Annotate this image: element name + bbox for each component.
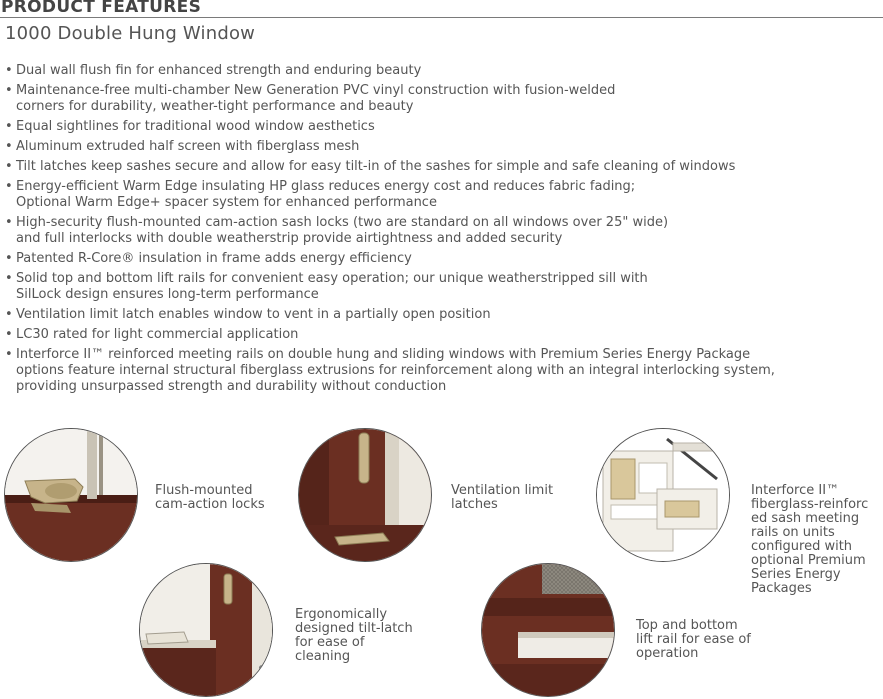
caption-line: designed tilt-latch	[295, 621, 413, 636]
feature-text-line: Ventilation limit latch enables window to vent in a partially open position	[16, 307, 491, 322]
bullet-icon: •	[5, 119, 13, 134]
caption-line: for ease of	[295, 635, 365, 650]
bullet-icon: •	[5, 251, 13, 266]
section-title: PRODUCT FEATURES	[1, 0, 202, 17]
caption-line: Ventilation limit	[451, 483, 554, 498]
feature-item	[5, 179, 875, 211]
caption-line: rails on units	[751, 525, 835, 540]
feature-item	[5, 159, 875, 175]
feature-item	[5, 307, 875, 323]
caption-line: operation	[636, 646, 699, 661]
feature-text-line: Aluminum extruded half screen with fiberglass mesh	[16, 139, 360, 154]
feature-text-line: Optional Warm Edge+ spacer system for enhanced performance	[16, 195, 437, 210]
caption-line: cam-action locks	[155, 497, 265, 512]
tilt-latch-photo	[139, 563, 273, 697]
feature-item	[5, 251, 875, 267]
feature-item	[5, 139, 875, 155]
caption-line: Series Energy	[751, 567, 841, 582]
caption-line: Interforce II™	[751, 483, 840, 498]
feature-text-line: Equal sightlines for traditional wood window aesthetics	[16, 119, 375, 134]
feature-text-line: providing unsurpassed strength and durability without conduction	[16, 379, 447, 394]
feature-item	[5, 83, 875, 115]
bullet-icon: •	[5, 215, 13, 230]
cam-lock-photo	[4, 428, 138, 562]
feature-item	[5, 327, 875, 343]
bullet-icon: •	[5, 307, 13, 322]
bullet-icon: •	[5, 63, 13, 78]
caption-line: optional Premium	[751, 553, 866, 568]
caption-line: latches	[451, 497, 498, 512]
bullet-icon: •	[5, 327, 13, 342]
feature-text-line: SilLock design ensures long-term performance	[16, 287, 319, 302]
caption-line: Ergonomically	[295, 607, 388, 622]
feature-text-line: High-security flush-mounted cam-action sash locks (two are standard on all windows over 25" wide)	[16, 215, 669, 230]
caption-line: Packages	[751, 581, 812, 596]
feature-text-line: Solid top and bottom lift rails for convenient easy operation; our unique weatherstripped sill with	[16, 271, 648, 286]
bullet-icon: •	[5, 347, 13, 362]
interforce-caption	[751, 484, 868, 596]
feature-list	[5, 63, 875, 399]
caption-line: Top and bottom	[636, 618, 738, 633]
feature-text-line: Interforce II™ reinforced meeting rails on double hung and sliding windows with Premium Series Energy Package	[16, 347, 751, 362]
product-title: 1000 Double Hung Window	[5, 23, 256, 44]
caption-line: configured with	[751, 539, 853, 554]
caption-line: Flush-mounted	[155, 483, 253, 498]
bullet-icon: •	[5, 83, 13, 98]
feature-text-line: LC30 rated for light commercial application	[16, 327, 299, 342]
bullet-icon: •	[5, 139, 13, 154]
feature-item	[5, 271, 875, 303]
caption-line: ed sash meeting	[751, 511, 860, 526]
tilt-latch-caption	[295, 608, 413, 664]
vent-latch-caption	[451, 484, 553, 512]
caption-line: fiberglass-reinforc	[751, 497, 869, 512]
caption-line: cleaning	[295, 649, 351, 664]
bullet-icon: •	[5, 271, 13, 286]
feature-item	[5, 347, 875, 395]
bullet-icon: •	[5, 159, 13, 174]
feature-text-line: Tilt latches keep sashes secure and allow for easy tilt-in of the sashes for simple and safe cleaning of windows	[16, 159, 736, 174]
interforce-rail-photo	[596, 428, 730, 562]
feature-text-line: Dual wall flush fin for enhanced strength and enduring beauty	[16, 63, 422, 78]
feature-item	[5, 215, 875, 247]
section-header	[0, 0, 883, 18]
feature-text-line: corners for durability, weather-tight performance and beauty	[16, 99, 414, 114]
feature-item	[5, 63, 875, 79]
feature-text-line: options feature internal structural fiberglass extrusions for reinforcement along with an integral interlocking system,	[16, 363, 775, 378]
feature-text-line: Patented R-Core® insulation in frame adds energy efficiency	[16, 251, 412, 266]
cam-lock-caption	[155, 484, 265, 512]
feature-text-line: Maintenance-free multi-chamber New Generation PVC vinyl construction with fusion-welded	[16, 83, 616, 98]
caption-line: lift rail for ease of	[636, 632, 751, 647]
lift-rail-caption	[636, 619, 751, 661]
feature-text-line: Energy-efficient Warm Edge insulating HP glass reduces energy cost and reduces fabric fading;	[16, 179, 636, 194]
lift-rail-photo	[481, 563, 615, 697]
feature-text-line: and full interlocks with double weatherstrip provide airtightness and added security	[16, 231, 563, 246]
vent-latch-photo	[298, 428, 432, 562]
feature-item	[5, 119, 875, 135]
bullet-icon: •	[5, 179, 13, 194]
